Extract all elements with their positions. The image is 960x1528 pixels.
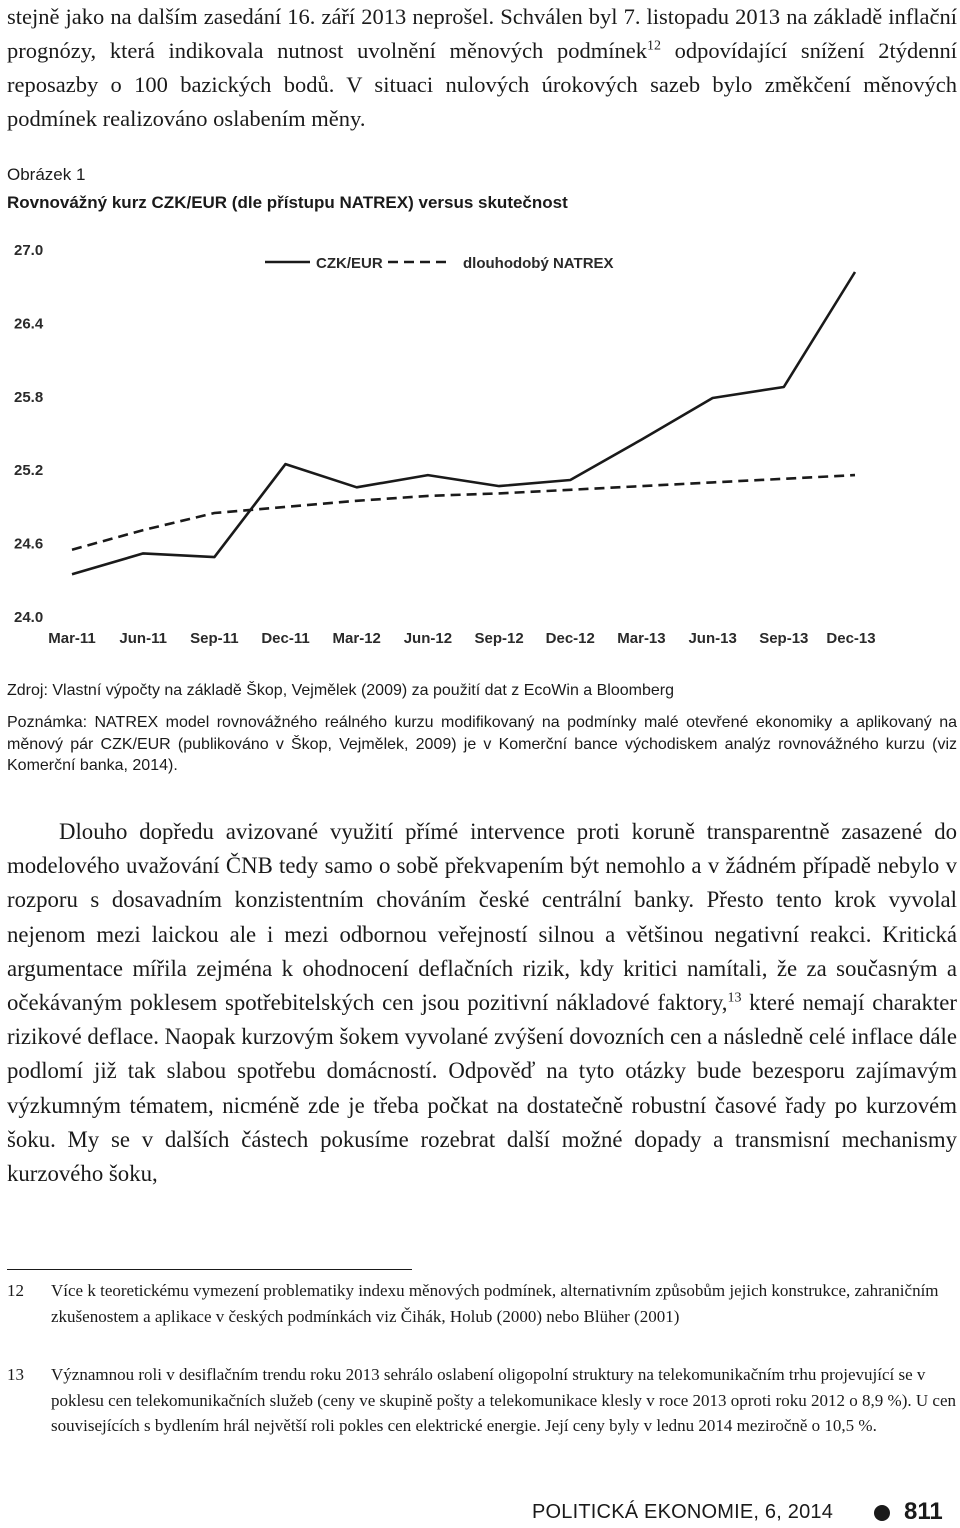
y-axis (14, 242, 44, 626)
x-axis (48, 630, 875, 647)
page-number: 811 (904, 1498, 943, 1525)
x-tick-label: Jun-13 (688, 630, 737, 647)
y-tick-label: 26.4 (14, 315, 44, 333)
chart-legend (265, 255, 614, 272)
x-tick-label: Mar-11 (48, 630, 96, 647)
footnote-13 (7, 1362, 957, 1439)
footnote-12 (7, 1278, 957, 1329)
footer-bullet-icon (874, 1505, 890, 1521)
y-tick-label: 24.6 (14, 535, 44, 553)
intro-text-2: odpovídající snížení 2týdenní reposazby o 100 bazických bodů. V situaci nulových úrokových sazeb bylo změkčení měnových podmínek realizováno oslabením měny. (7, 38, 957, 131)
footnote-ref-12[interactable]: 12 (646, 38, 661, 54)
x-tick-label: Sep-12 (474, 630, 524, 647)
series-line-natrex (72, 475, 855, 550)
x-tick-label: Dec-12 (545, 630, 595, 647)
x-tick-label: Dec-11 (261, 630, 310, 647)
series-line-czk-eur (72, 272, 855, 574)
y-tick-label: 24.0 (14, 609, 44, 626)
page-footer (532, 1497, 952, 1527)
figure-source: Zdroj: Vlastní výpočty na základě Škop, Vejmělek (2009) za použití dat z EcoWin a Bloomberg (7, 682, 674, 699)
legend-label: CZK/EUR (316, 255, 383, 272)
x-tick-label: Mar-12 (332, 630, 381, 647)
intro-text: stejně jako na dalším zasedání 16. září 2013 neprošel. Schválen byl 7. listopadu 2013 na základě inflační prognózy, která indikovala nutnost uvolnění měnových podmínek (7, 4, 957, 63)
y-tick-label: 27.0 (14, 242, 44, 259)
x-tick-label: Sep-13 (759, 630, 809, 647)
body-paragraph (7, 815, 957, 1191)
x-tick-label: Jun-12 (403, 630, 453, 647)
figure-caption: Obrázek 1 (7, 165, 86, 184)
footnote-number: 13 (7, 1365, 24, 1384)
footnote-ref-13[interactable]: 13 (727, 990, 742, 1006)
footnote-text: Významnou roli v desiflačním trendu roku 2013 sehrálo oslabení oligopolní struktury na telekomunikačním trhu projevující se v poklesu cen telekomunikačních služeb (ceny ve skupině pošty a telekomunikace klesly v roce 2013 oproti roku 2012 o 8,9 %). U cen souvisejících s bydlením hrál největší roli pokles cen elektrické energie. Její ceny byly v lednu 2014 meziročně o 10,5 %. (51, 1365, 957, 1435)
figure-title: Rovnovážný kurz CZK/EUR (dle přístupu NATREX) versus skutečnost (7, 193, 568, 212)
footnote-number: 12 (7, 1281, 24, 1300)
footnote-divider (7, 1269, 412, 1270)
journal-name: POLITICKÁ EKONOMIE, 6, 2014 (532, 1501, 834, 1523)
x-tick-label: Mar-13 (617, 630, 666, 647)
intro-paragraph (7, 0, 957, 136)
x-tick-label: Jun-11 (119, 630, 167, 647)
y-tick-label: 25.2 (14, 462, 44, 480)
x-tick-label: Sep-11 (190, 630, 239, 647)
footnote-text: Více k teoretickému vymezení problematiky indexu měnových podmínek, alternativním způsobům jejich konstrukce, zahraničním zkušenostem a aplikace v českých podmínkách viz Čihák, Holub (2000) nebo Blüher (2001) (51, 1281, 939, 1326)
figure-note: Poznámka: NATREX model rovnovážného reálného kurzu modifikovaný na podmínky malé otevřené ekonomiky a aplikovaný na měnový pár CZK/EUR (publikováno v Škop, Vejmělek, 2009) je v Komerční bance východiskem analýz rovnovážného kurzu (viz Komerční banka, 2014). (7, 714, 957, 774)
exchange-rate-chart (0, 225, 890, 655)
x-tick-label: Dec-13 (826, 630, 876, 647)
body-text-2: které nemají charakter rizikové deflace. Naopak kurzovým šokem vyvolané zvýšení dovozních cen a následně celé inflace dále podlomí již tak slabou spotřebu domácností. Odpověď na tyto otázky bude bezesporu zajímavým výzkumným tématem, nicméně zde je třeba počkat na dostatečně robustní časové řady po kurzovém šoku. My se v dalších částech pokusíme rozebrat další možné dopady a transmisní mechanismy kurzového šoku, (7, 990, 957, 1187)
body-text: Dlouho dopředu avizované využití přímé intervence proti koruně transparentně zasazené do modelového uvažování ČNB tedy samo o sobě překvapením být nemohlo a v žádném případě nebylo v rozporu s dosavadním konzistentním chováním české centrální banky. Přesto tento krok vyvolal nejenom mezi laickou ale i mezi odbornou veřejností silnou a většinou negativní reakci. Kritická argumentace mířila zejména k ohodnocení deflačních rizik, kdy kritici namítali, že za současným a očekávaným poklesem spotřebitelských cen jsou pozitivní nákladové faktory, (7, 819, 957, 1016)
y-tick-label: 25.8 (14, 388, 44, 406)
legend-label: dlouhodobý NATREX (463, 255, 614, 272)
series-layer (72, 272, 855, 574)
